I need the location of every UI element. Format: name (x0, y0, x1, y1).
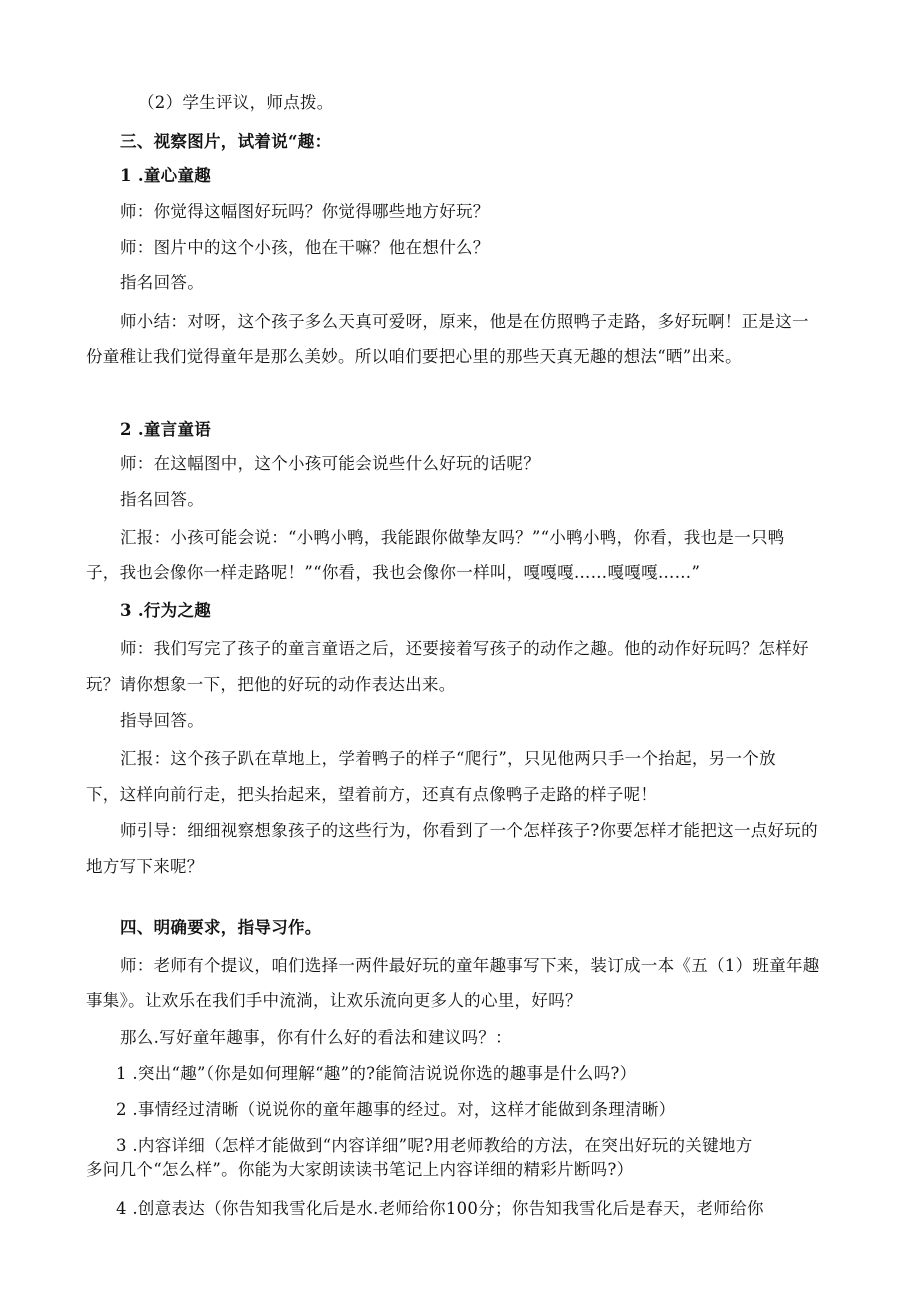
paragraph: 汇报：小孩可能会说：“小鸭小鸭，我能跟你做挚友吗？”“小鸭小鸭，你看，我也是一只鸭 (120, 528, 785, 547)
paragraph: 师引导：细细视察想象孩子的这些行为，你看到了一个怎样孩子?你要怎样才能把这一点好玩的 (120, 821, 818, 840)
section-heading-4: 四、明确要求，指导习作。 (120, 918, 322, 937)
paragraph: 师：在这幅图中，这个小孩可能会说些什么好玩的话呢？ (120, 454, 540, 473)
paragraph: 师小结：对呀，这个孩子多么天真可爱呀，原来，他是在仿照鸭子走路，多好玩啊！正是这一 (120, 312, 809, 331)
paragraph: 指名回答。 (120, 273, 204, 292)
subheading-3: 3 .行为之趣 (120, 601, 212, 620)
paragraph: 师：图片中的这个小孩，他在干嘛？他在想什么？ (120, 238, 490, 257)
paragraph: 师：老师有个提议，咱们选择一两件最好玩的童年趣事写下来，装订成一本《五（1）班童年趣 (120, 956, 820, 975)
list-item-1: 1 .突出“趣”（你是如何理解“趣”的?能简洁说说你选的趣事是什么吗?） (116, 1064, 637, 1083)
list-item-3: 3 .内容详细（怎样才能做到“内容详细”呢?用老师教给的方法，在突出好玩的关键地方 (116, 1136, 753, 1155)
paragraph: 师：我们写完了孩子的童言童语之后，还要接着写孩子的动作之趣。他的动作好玩吗？怎样好 (120, 639, 809, 658)
paragraph: 汇报：这个孩子趴在草地上，学着鸭子的样子“爬行”，只见他两只手一个抬起，另一个放 (120, 749, 776, 768)
subheading-2: 2 .童言童语 (120, 420, 212, 439)
paragraph-continuation: 下，这样向前行走，把头抬起来，望着前方，还真有点像鸭子走路的样子呢！ (86, 785, 658, 804)
list-item-4: 4 .创意表达（你告知我雪化后是水.老师给你100分；你告知我雪化后是春天，老师给你 (116, 1199, 764, 1218)
paragraph-continuation: 玩？请你想象一下，把他的好玩的动作表达出来。 (86, 675, 456, 694)
paragraph: 师：你觉得这幅图好玩吗？你觉得哪些地方好玩？ (120, 202, 490, 221)
paragraph-continuation: 份童稚让我们觉得童年是那么美妙。所以咱们要把心里的那些天真无趣的想法“晒”出来。 (86, 347, 742, 366)
subpoint-student-review: （2）学生评议，师点拨。 (138, 93, 334, 112)
list-item-2: 2 .事情经过清晰（说说你的童年趣事的经过。对，这样才能做到条理清晰） (116, 1100, 676, 1119)
subheading-1: 1 .童心童趣 (120, 166, 212, 185)
paragraph: 那么.写好童年趣事，你有什么好的看法和建议吗？： (120, 1028, 512, 1047)
section-heading-3: 三、视察图片，试着说“趣： (120, 132, 332, 151)
paragraph: 指导回答。 (120, 711, 204, 730)
paragraph-continuation: 地方写下来呢？ (86, 857, 204, 876)
paragraph-continuation: 子，我也会像你一样走路呢！”“你看，我也会像你一样叫，嘎嘎嘎……嘎嘎嘎……” (86, 563, 701, 582)
list-item-3-continuation: 多问几个“怎么样”。你能为大家朗读读书笔记上内容详细的精彩片断吗?） (86, 1160, 634, 1179)
paragraph-continuation: 事集》。让欢乐在我们手中流淌，让欢乐流向更多人的心里，好吗？ (86, 991, 582, 1010)
paragraph: 指名回答。 (120, 490, 204, 509)
